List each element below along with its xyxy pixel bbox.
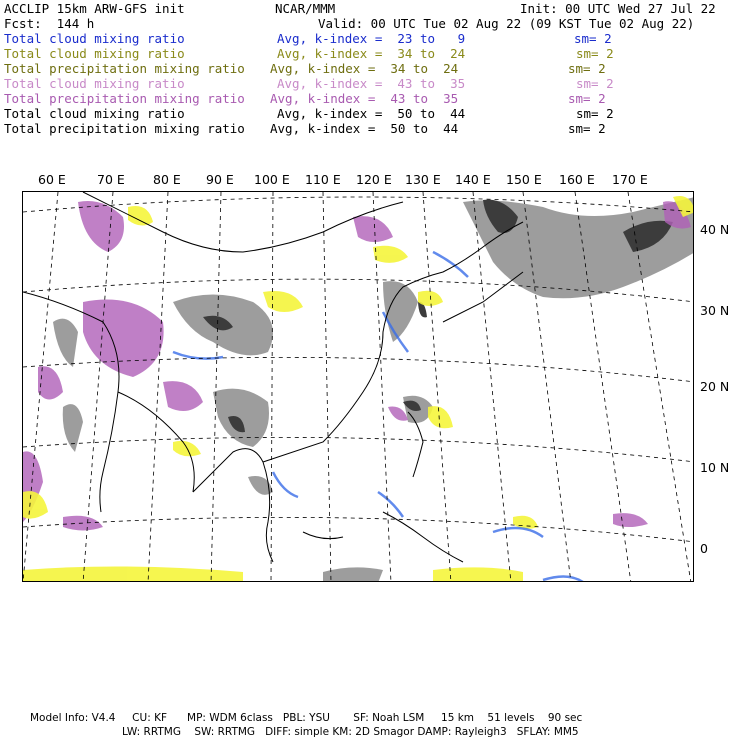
lon-label: 140 E: [455, 172, 491, 187]
map-canvas: [23, 192, 694, 582]
lat-label: 40 N: [700, 222, 730, 237]
field-sm: sm= 2: [576, 106, 614, 121]
lon-label: 130 E: [405, 172, 441, 187]
lat-label: 10 N: [700, 460, 730, 475]
lon-label: 160 E: [559, 172, 595, 187]
field-sm: sm= 2: [574, 31, 612, 46]
lat-label: 0: [700, 541, 708, 556]
lon-label: 70 E: [97, 172, 125, 187]
map-panel: [22, 191, 694, 582]
field-sm: sm= 2: [568, 121, 606, 136]
field-name: Total cloud mixing ratio: [4, 46, 185, 61]
lat-label: 20 N: [700, 379, 730, 394]
init-time: Init: 00 UTC Wed 27 Jul 22: [520, 1, 716, 16]
valid-time: Valid: 00 UTC Tue 02 Aug 22 (09 KST Tue 02 Aug 22): [318, 16, 695, 31]
field-sm: sm= 2: [576, 46, 614, 61]
field-name: Total precipitation mixing ratio: [4, 91, 245, 106]
model-info-line1: Model Info: V4.4 CU: KF MP: WDM 6class PBL: YSU SF: Noah LSM 15 km 51 levels 90 sec: [30, 712, 583, 724]
lon-label: 80 E: [153, 172, 181, 187]
lon-label: 150 E: [506, 172, 542, 187]
model-info-line2: LW: RRTMG SW: RRTMG DIFF: simple KM: 2D Smagor DAMP: Rayleigh3 SFLAY: MM5: [122, 726, 579, 738]
lon-label: 170 E: [612, 172, 648, 187]
field-sm: sm= 2: [568, 91, 606, 106]
lat-label: 30 N: [700, 303, 730, 318]
field-avg: Avg, k-index = 43 to 35: [277, 76, 466, 91]
field-avg: Avg, k-index = 34 to 24: [277, 46, 466, 61]
lon-label: 110 E: [305, 172, 341, 187]
field-sm: sm= 2: [576, 76, 614, 91]
lon-label: 100 E: [254, 172, 290, 187]
coastlines: [23, 192, 523, 562]
field-avg: Avg, k-index = 50 to 44: [277, 106, 466, 121]
field-name: Total precipitation mixing ratio: [4, 121, 245, 136]
field-avg: Avg, k-index = 43 to 35: [270, 91, 459, 106]
lon-label: 60 E: [38, 172, 66, 187]
gray-cloud-shading: [53, 197, 694, 582]
field-name: Total cloud mixing ratio: [4, 76, 185, 91]
model-title: ACCLIP 15km ARW-GFS init: [4, 1, 185, 16]
field-avg: Avg, k-index = 34 to 24: [270, 61, 459, 76]
institution-label: NCAR/MMM: [275, 1, 336, 16]
lon-label: 90 E: [206, 172, 234, 187]
forecast-hour: Fcst: 144 h: [4, 16, 95, 31]
field-sm: sm= 2: [568, 61, 606, 76]
field-name: Total precipitation mixing ratio: [4, 61, 245, 76]
field-avg: Avg, k-index = 23 to 9: [277, 31, 466, 46]
lon-label: 120 E: [356, 172, 392, 187]
field-name: Total cloud mixing ratio: [4, 31, 185, 46]
field-name: Total cloud mixing ratio: [4, 106, 185, 121]
field-avg: Avg, k-index = 50 to 44: [270, 121, 459, 136]
